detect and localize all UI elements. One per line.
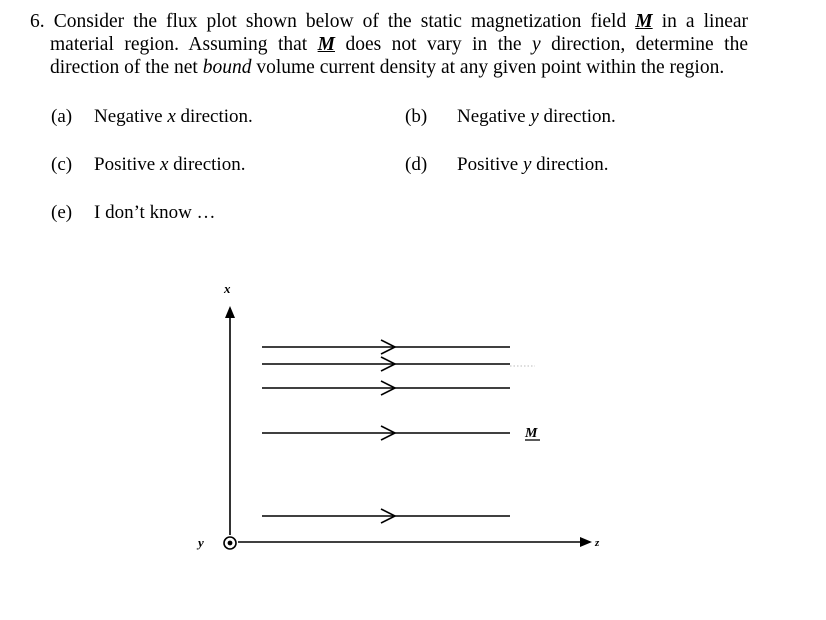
x-axis-label: x bbox=[224, 281, 231, 296]
bound-word: bound bbox=[202, 57, 252, 78]
choice-d[interactable]: (d) Positive y direction. bbox=[405, 154, 609, 175]
vector-m: M bbox=[317, 34, 335, 55]
choice-b[interactable]: (b) Negative y direction. bbox=[405, 106, 616, 127]
y-axis-dot-icon bbox=[228, 541, 233, 546]
field-label-m: M bbox=[525, 426, 538, 441]
vector-m: M bbox=[635, 11, 653, 32]
choice-e[interactable]: (e) I don’t know … bbox=[51, 202, 216, 223]
question-line-3: direction of the net bound volume current density at any given point within the region. bbox=[50, 57, 725, 78]
choice-a[interactable]: (a) Negative x direction. bbox=[51, 106, 253, 127]
question-line-2: material region. Assuming that M does not vary in the y direction, determine the bbox=[50, 34, 748, 55]
question-number: 6. bbox=[30, 11, 45, 32]
z-axis-label: z bbox=[595, 537, 600, 549]
y-axis-label: y bbox=[198, 535, 204, 550]
question-line-1: 6. Consider the flux plot shown below of the static magnetization field M in a linear bbox=[30, 11, 749, 32]
choice-c[interactable]: (c) Positive x direction. bbox=[51, 154, 246, 175]
flux-lines bbox=[262, 340, 510, 523]
